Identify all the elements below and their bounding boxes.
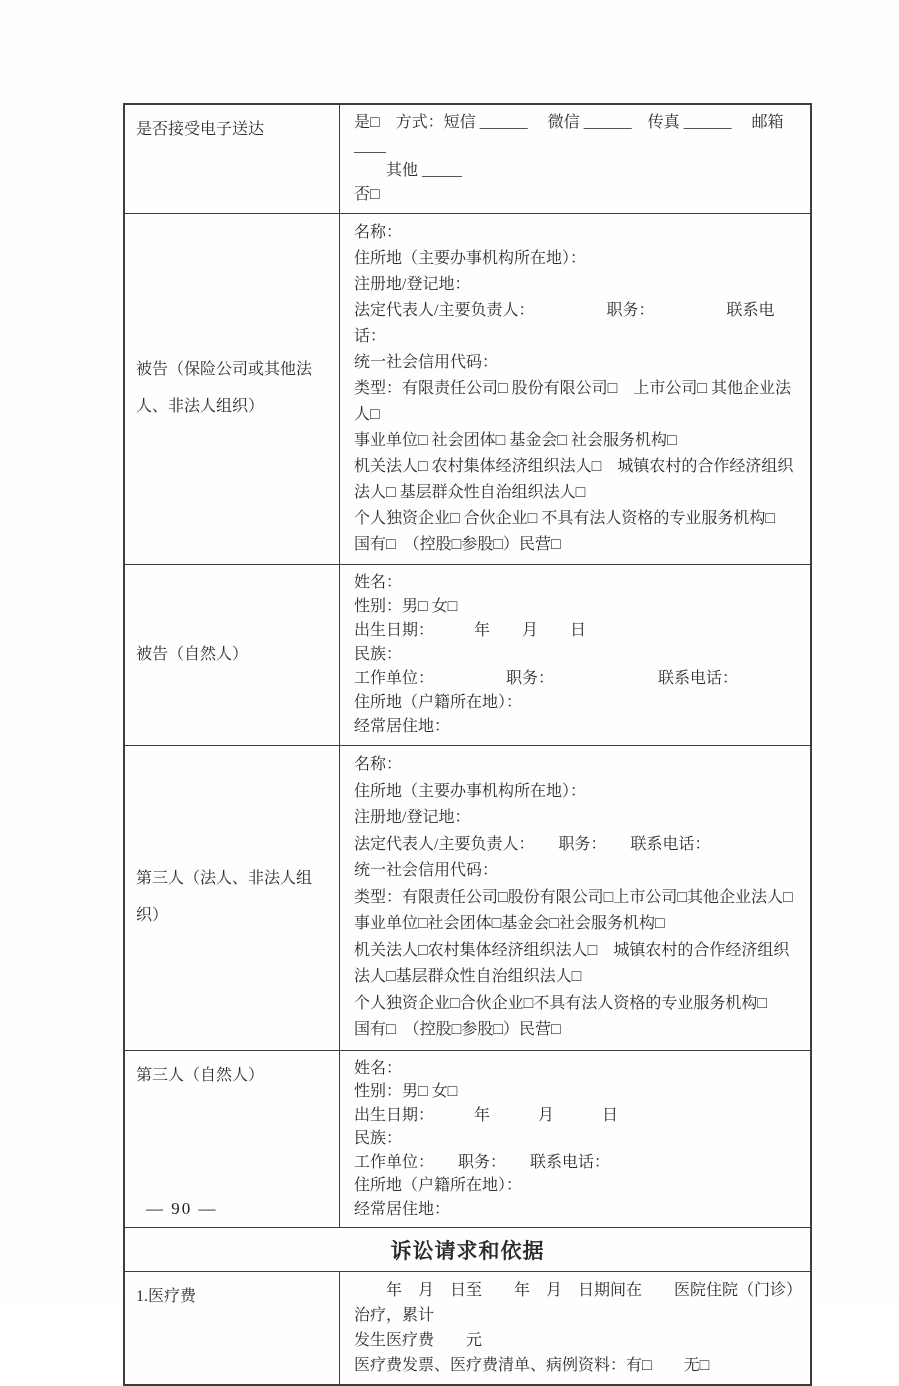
content-line: 工作单位： 职务： 联系电话： xyxy=(354,670,739,687)
content-line: 住所地（户籍所在地）： xyxy=(354,694,523,711)
row-label xyxy=(125,565,340,745)
content-line: 个人独资企业□ 合伙企业□ 不具有法人资格的专业服务机构□ xyxy=(354,510,775,527)
content-line: 个人独资企业□合伙企业□不具有法人资格的专业服务机构□ xyxy=(354,994,767,1012)
content-line: 性别：男□ 女□ xyxy=(354,598,458,615)
row-third-party-natural-person xyxy=(125,1050,810,1228)
content-line: 年 月 日至 年 月 日期间在 医院住院（门诊）治疗，累计 xyxy=(354,1282,795,1324)
content-line: 类型：有限责任公司□ 股份有限公司□ 上市公司□ 其他企业法人□ xyxy=(354,380,791,423)
content-line: 国有□ （控股□参股□）民营□ xyxy=(354,536,561,553)
content-line: 统一社会信用代码： xyxy=(354,354,499,371)
content-line: 事业单位□社会团体□基金会□社会服务机构□ xyxy=(354,915,665,932)
row-label-text: 被告（保险公司或其他法人、非法人组织） xyxy=(136,361,313,415)
row-content xyxy=(340,1051,810,1228)
content-line: 法定代表人/主要负责人： 职务： 联系电话： xyxy=(354,302,775,345)
content-line: 机关法人□农村集体经济组织法人□ 城镇农村的合作经济组织法人□基层群众性自治组织法人□ xyxy=(354,941,790,985)
content-line: 工作单位： 职务： 联系电话： xyxy=(354,1153,611,1171)
content-line: 发生医疗费 元 xyxy=(354,1332,483,1349)
content-line: 住所地（主要办事机构所在地）： xyxy=(354,782,587,800)
content-line: 否□ xyxy=(354,186,380,203)
row-content xyxy=(340,105,810,213)
row-label xyxy=(125,1272,340,1384)
page-number: — 90 — xyxy=(146,1199,218,1218)
content-line: 住所地（主要办事机构所在地）： xyxy=(354,250,587,267)
row-label xyxy=(125,746,340,1050)
row-label xyxy=(125,214,340,564)
content-line: 是□ 方式：短信 ______ 微信 ______ 传真 ______ 邮箱 ____ xyxy=(354,114,788,155)
content-line: 机关法人□ 农村集体经济组织法人□ 城镇农村的合作经济组织法人□ 基层群众性自治组织法人□ xyxy=(354,458,794,501)
row-label-text: 第三人（自然人） xyxy=(136,1066,265,1084)
row-defendant-natural-person xyxy=(125,564,810,745)
content-line: 性别：男□ 女□ xyxy=(354,1083,458,1100)
content-line: 姓名： xyxy=(354,574,403,591)
section-header-title: 诉讼请求和依据 xyxy=(390,1238,545,1263)
row-defendant-organization xyxy=(125,213,810,564)
content-line: 医疗费发票、医疗费清单、病例资料：有□ 无□ xyxy=(354,1357,710,1374)
form-table xyxy=(123,103,812,1386)
content-line: 其他 _____ xyxy=(354,162,463,179)
row-content xyxy=(340,214,810,564)
content-line: 姓名： xyxy=(354,1059,403,1077)
content-line: 法定代表人/主要负责人： 职务： 联系电话： xyxy=(354,835,711,853)
row-label-text: 第三人（法人、非法人组织） xyxy=(136,869,313,924)
content-line: 经常居住地： xyxy=(354,718,451,735)
row-content xyxy=(340,746,810,1050)
content-line: 住所地（户籍所在地）： xyxy=(354,1177,523,1194)
row-medical-expenses xyxy=(125,1271,810,1384)
row-content xyxy=(340,565,810,745)
content-line: 事业单位□ 社会团体□ 基金会□ 社会服务机构□ xyxy=(354,432,677,449)
row-content xyxy=(340,1272,810,1384)
content-line: 民族： xyxy=(354,646,403,663)
section-header-claims xyxy=(125,1227,810,1271)
content-line: 注册地/登记地： xyxy=(354,276,471,293)
row-label-text: 被告（自然人） xyxy=(136,645,249,663)
content-line: 名称： xyxy=(354,224,403,241)
row-label xyxy=(125,105,340,213)
content-line: 出生日期： 年 月 日 xyxy=(354,1106,619,1124)
row-label-text: 1.医疗费 xyxy=(136,1288,197,1305)
content-line: 类型：有限责任公司□股份有限公司□上市公司□其他企业法人□ xyxy=(354,888,793,906)
content-line: 统一社会信用代码： xyxy=(354,862,499,879)
row-electronic-delivery xyxy=(125,105,810,213)
content-line: 民族： xyxy=(354,1130,403,1147)
content-line: 国有□ （控股□参股□）民营□ xyxy=(354,1021,561,1038)
content-line: 出生日期： 年 月 日 xyxy=(354,622,587,639)
content-line: 名称： xyxy=(354,756,403,773)
content-line: 注册地/登记地： xyxy=(354,809,471,826)
content-line: 经常居住地： xyxy=(354,1200,451,1218)
row-label-text: 是否接受电子送达 xyxy=(136,121,265,138)
row-third-party-organization xyxy=(125,745,810,1050)
